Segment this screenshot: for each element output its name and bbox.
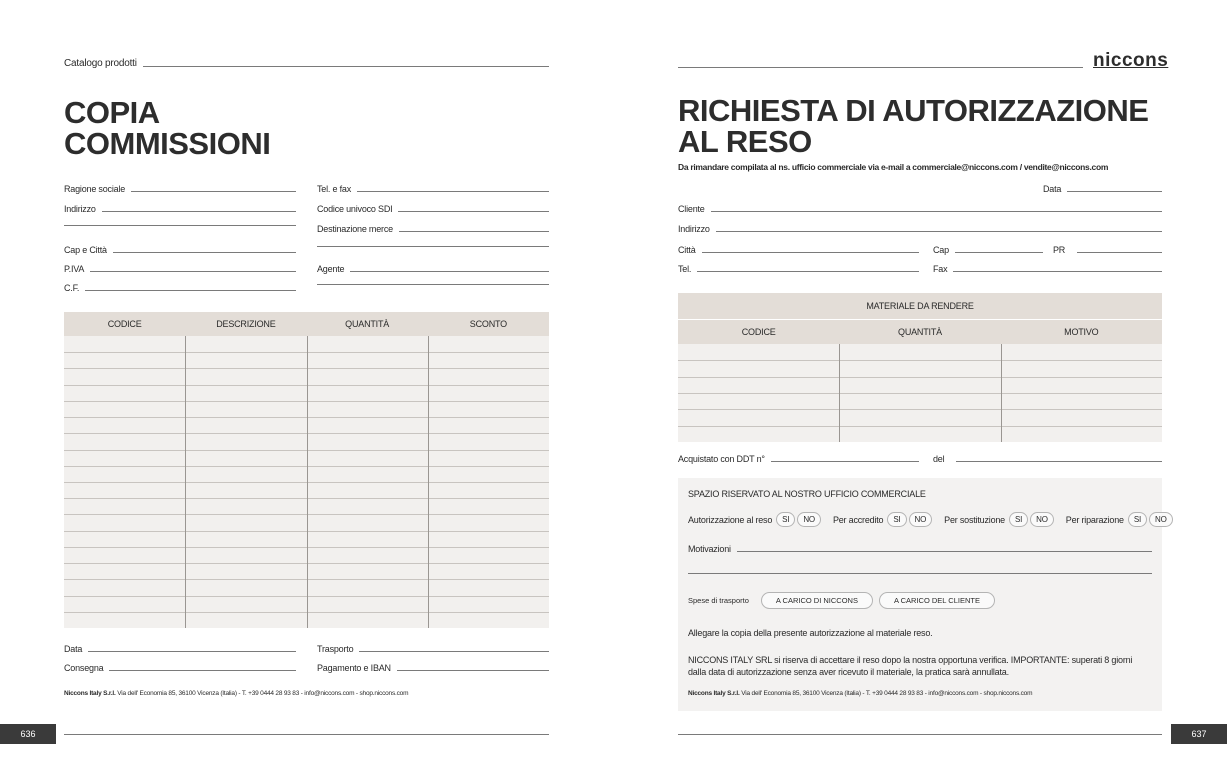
shipping-row xyxy=(688,592,995,609)
order-table xyxy=(64,312,549,628)
field-ragione-sociale[interactable]: Ragione sociale xyxy=(64,184,296,194)
field-ddt[interactable]: Acquistato con DDT n° xyxy=(678,454,919,464)
table-row-line xyxy=(678,409,1162,410)
field-consegna[interactable]: Consegna xyxy=(64,663,296,673)
col-motivo: MOTIVO xyxy=(1064,327,1099,337)
field-tel-fax[interactable]: Tel. e fax xyxy=(317,184,549,194)
field-codice-sdi[interactable]: Codice univoco SDI xyxy=(317,204,549,214)
shipping-niccons-button[interactable]: A CARICO DI NICCONS xyxy=(761,592,873,609)
field-destinazione-2[interactable] xyxy=(317,245,549,249)
yes-button[interactable]: SI xyxy=(776,512,795,527)
field-pagamento-iban[interactable]: Pagamento e IBAN xyxy=(317,663,549,673)
office-title: SPAZIO RISERVATO AL NOSTRO UFFICIO COMMERCIALE xyxy=(688,489,926,499)
niccons-logo: niccons xyxy=(1093,50,1169,71)
header-text: Catalogo prodotti xyxy=(64,58,137,69)
col-codice-right: CODICE xyxy=(741,327,776,337)
field-data-right[interactable]: Data xyxy=(1043,184,1162,194)
field-citta[interactable]: Città xyxy=(678,245,919,255)
return-table-columns xyxy=(678,320,1162,345)
return-table xyxy=(678,293,1162,442)
title-line-2: COMMISSIONI xyxy=(64,126,271,161)
table-col-line xyxy=(839,344,840,442)
left-page-title xyxy=(64,97,270,159)
field-motivazioni[interactable]: Motivazioni xyxy=(688,544,1152,554)
field-tel-right[interactable]: Tel. xyxy=(678,264,919,274)
right-bottom-rule xyxy=(678,734,1162,735)
field-trasporto[interactable]: Trasporto xyxy=(317,644,549,654)
order-table-body[interactable] xyxy=(64,336,549,628)
company-name: Niccons Italy S.r.l. xyxy=(688,690,740,697)
title-line-1: COPIA xyxy=(64,95,160,130)
shipping-label: Spese di trasporto xyxy=(688,596,749,605)
field-pr[interactable]: PR xyxy=(1053,245,1162,255)
field-indirizzo-right[interactable]: Indirizzo xyxy=(678,224,1162,234)
col-sconto: SCONTO xyxy=(469,319,507,329)
col-quantita: QUANTITÀ xyxy=(345,319,390,329)
order-table-header xyxy=(64,312,549,336)
company-details: Via dell' Economia 85, 36100 Vicenza (Italia) - T. +39 0444 28 93 83 - info@niccons.com - shop.niccons.com xyxy=(741,690,1033,697)
field-agente-2[interactable] xyxy=(317,283,549,287)
return-table-body[interactable] xyxy=(678,344,1162,442)
no-button[interactable]: NO xyxy=(1149,512,1173,527)
table-row-line xyxy=(678,426,1162,427)
motivazioni-line-2 xyxy=(688,573,1152,574)
right-header-rule xyxy=(678,67,1083,68)
field-cliente[interactable]: Cliente xyxy=(678,204,1162,214)
col-descrizione: DESCRIZIONE xyxy=(216,319,276,329)
field-indirizzo-2[interactable] xyxy=(64,224,296,228)
yes-button[interactable]: SI xyxy=(1009,512,1028,527)
page-number-left: 636 xyxy=(0,724,56,744)
company-name: Niccons Italy S.r.l. xyxy=(64,690,116,697)
no-button[interactable]: NO xyxy=(797,512,821,527)
attach-note: Allegare la copia della presente autorizzazione al materiale reso. xyxy=(688,628,933,638)
field-fax[interactable]: Fax xyxy=(933,264,1162,274)
left-bottom-rule xyxy=(64,734,549,735)
field-cap-citta[interactable]: Cap e Città xyxy=(64,245,296,255)
title-line-2: AL RESO xyxy=(678,124,812,159)
field-destinazione-merce[interactable]: Destinazione merce xyxy=(317,224,549,234)
right-page-title xyxy=(678,95,1148,157)
table-col-line xyxy=(1001,344,1002,442)
right-subtitle: Da rimandare compilata al ns. ufficio commerciale via e-mail a commerciale@niccons.com / vendite@niccons.com xyxy=(678,162,1109,172)
return-table-title: MATERIALE DA RENDERE xyxy=(678,293,1162,320)
auth-label-reso: Autorizzazione al reso xyxy=(688,514,773,525)
field-indirizzo[interactable]: Indirizzo xyxy=(64,204,296,214)
yes-button[interactable]: SI xyxy=(1128,512,1147,527)
right-company-footer xyxy=(688,690,1032,697)
left-company-footer xyxy=(64,690,408,697)
office-box xyxy=(678,478,1167,711)
field-piva[interactable]: P.IVA xyxy=(64,264,296,274)
field-cap[interactable]: Cap xyxy=(933,245,1043,255)
table-col-line xyxy=(428,336,429,628)
company-details: Via dell' Economia 85, 36100 Vicenza (Italia) - T. +39 0444 28 93 83 - info@niccons.com - shop.niccons.com xyxy=(117,690,409,697)
field-agente[interactable]: Agente xyxy=(317,264,549,274)
auth-row xyxy=(688,512,1167,527)
field-ddt-date[interactable]: del xyxy=(933,454,1162,464)
table-col-line xyxy=(307,336,308,628)
auth-label-riparazione: Per riparazione xyxy=(1065,514,1124,525)
field-cf[interactable]: C.F. xyxy=(64,283,296,293)
shipping-cliente-button[interactable]: A CARICO DEL CLIENTE xyxy=(879,592,995,609)
left-header xyxy=(64,58,549,69)
field-data[interactable]: Data xyxy=(64,644,296,654)
disclaimer: NICCONS ITALY SRL si riserva di accettare il reso dopo la nostra opportuna verifica. IMPORTANTE: superati 8 giorni dalla data di autorizzazione senza aver ricevuto il materiale, la pratica sarà annullata. xyxy=(688,655,1133,677)
title-line-1: RICHIESTA DI AUTORIZZAZIONE xyxy=(678,93,1149,128)
no-button[interactable]: NO xyxy=(1030,512,1054,527)
return-table-header xyxy=(678,293,1162,344)
yes-button[interactable]: SI xyxy=(887,512,906,527)
col-quantita-right: QUANTITÀ xyxy=(898,327,942,337)
table-row-line xyxy=(678,377,1162,378)
page-number-right: 637 xyxy=(1171,724,1227,744)
table-row-line xyxy=(678,360,1162,361)
table-row-line xyxy=(678,393,1162,394)
col-codice: CODICE xyxy=(107,319,142,329)
table-col-line xyxy=(185,336,186,628)
auth-label-sostituzione: Per sostituzione xyxy=(944,514,1005,525)
no-button[interactable]: NO xyxy=(909,512,933,527)
auth-label-accredito: Per accredito xyxy=(832,514,884,525)
